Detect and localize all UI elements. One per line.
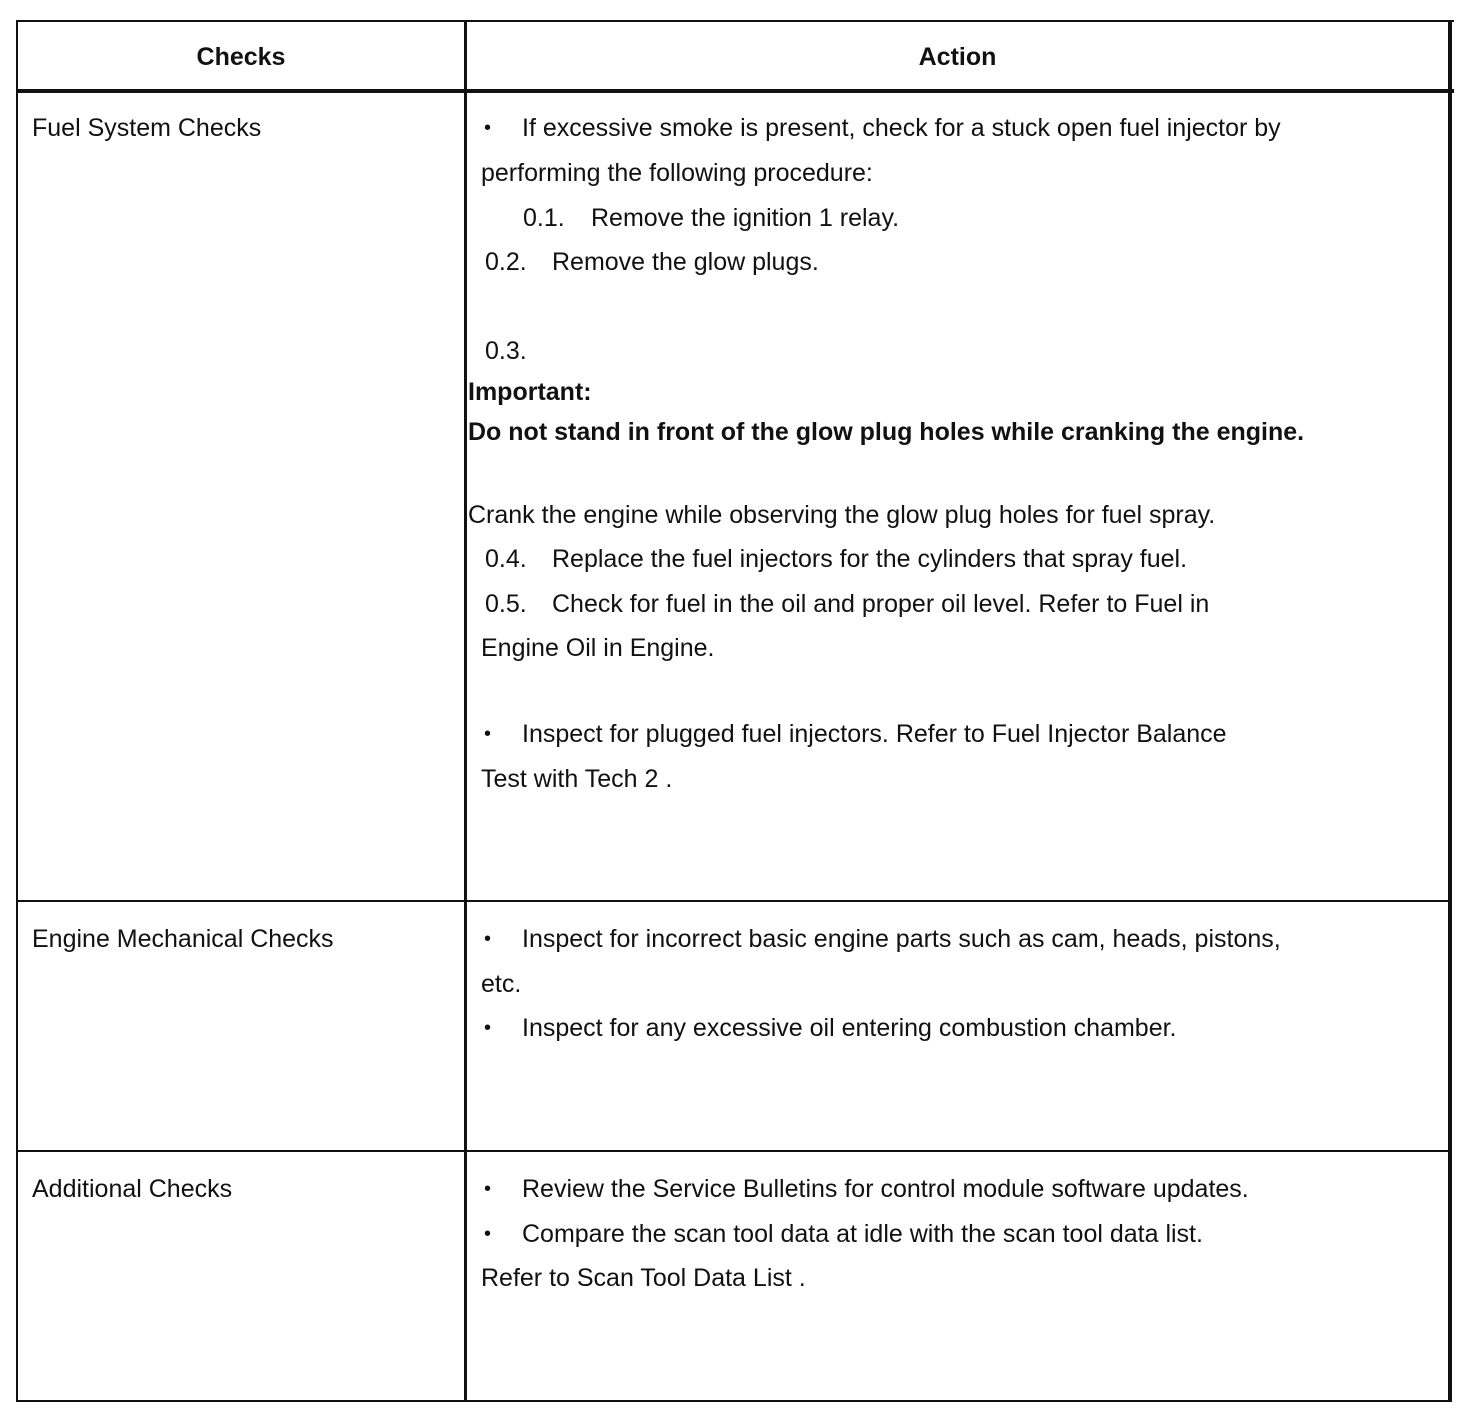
bullet-glyph: • (484, 1178, 492, 1200)
step-text: Remove the ignition 1 relay. (591, 204, 900, 232)
step-number: 0.3. (485, 337, 527, 365)
step-text: Check for fuel in the oil and proper oil level. Refer to Fuel in (552, 590, 1210, 618)
check-cell: Additional Checks (32, 1175, 233, 1203)
table-border-left (16, 20, 18, 1402)
important-text: Do not stand in front of the glow plug holes while cranking the engine. (468, 418, 1305, 446)
action-line: Compare the scan tool data at idle with the scan tool data list. (522, 1220, 1203, 1248)
step-text: Engine Oil in Engine. (481, 634, 715, 662)
action-line: Test with Tech 2 . (481, 765, 673, 793)
table-border-bottom (16, 1400, 1452, 1402)
action-line: Inspect for incorrect basic engine parts such as cam, heads, pistons, (522, 925, 1281, 953)
action-line: Review the Service Bulletins for control module software updates. (522, 1175, 1249, 1203)
action-line: Inspect for plugged fuel injectors. Refer to Fuel Injector Balance (522, 720, 1227, 748)
table-row-divider (16, 900, 1452, 902)
bullet-glyph: • (484, 117, 492, 139)
bullet-glyph: • (484, 1223, 492, 1245)
check-cell: Fuel System Checks (32, 114, 262, 142)
column-header-checks: Checks (196, 43, 286, 71)
step-number: 0.5. (485, 590, 527, 618)
table-header-divider (16, 89, 1454, 93)
step-text: Crank the engine while observing the glow plug holes for fuel spray. (468, 501, 1216, 529)
column-header-action: Action (918, 43, 997, 71)
table-border-right (1448, 20, 1452, 1402)
action-line: etc. (481, 970, 522, 998)
action-line: performing the following procedure: (481, 159, 873, 187)
step-number: 0.2. (485, 248, 527, 276)
step-number: 0.1. (523, 204, 565, 232)
action-line: Inspect for any excessive oil entering combustion chamber. (522, 1014, 1177, 1042)
step-number: 0.4. (485, 545, 527, 573)
important-label: Important: (468, 378, 592, 406)
bullet-glyph: • (484, 1017, 492, 1039)
table-column-divider (464, 20, 467, 1402)
step-text: Remove the glow plugs. (552, 248, 819, 276)
bullet-glyph: • (484, 928, 492, 950)
check-cell: Engine Mechanical Checks (32, 925, 334, 953)
table-row-divider (16, 1150, 1452, 1152)
table-border-top (16, 20, 1454, 22)
action-line: Refer to Scan Tool Data List . (481, 1264, 806, 1292)
action-line: If excessive smoke is present, check for a stuck open fuel injector by (522, 114, 1281, 142)
step-text: Replace the fuel injectors for the cylinders that spray fuel. (552, 545, 1188, 573)
bullet-glyph: • (484, 723, 492, 745)
